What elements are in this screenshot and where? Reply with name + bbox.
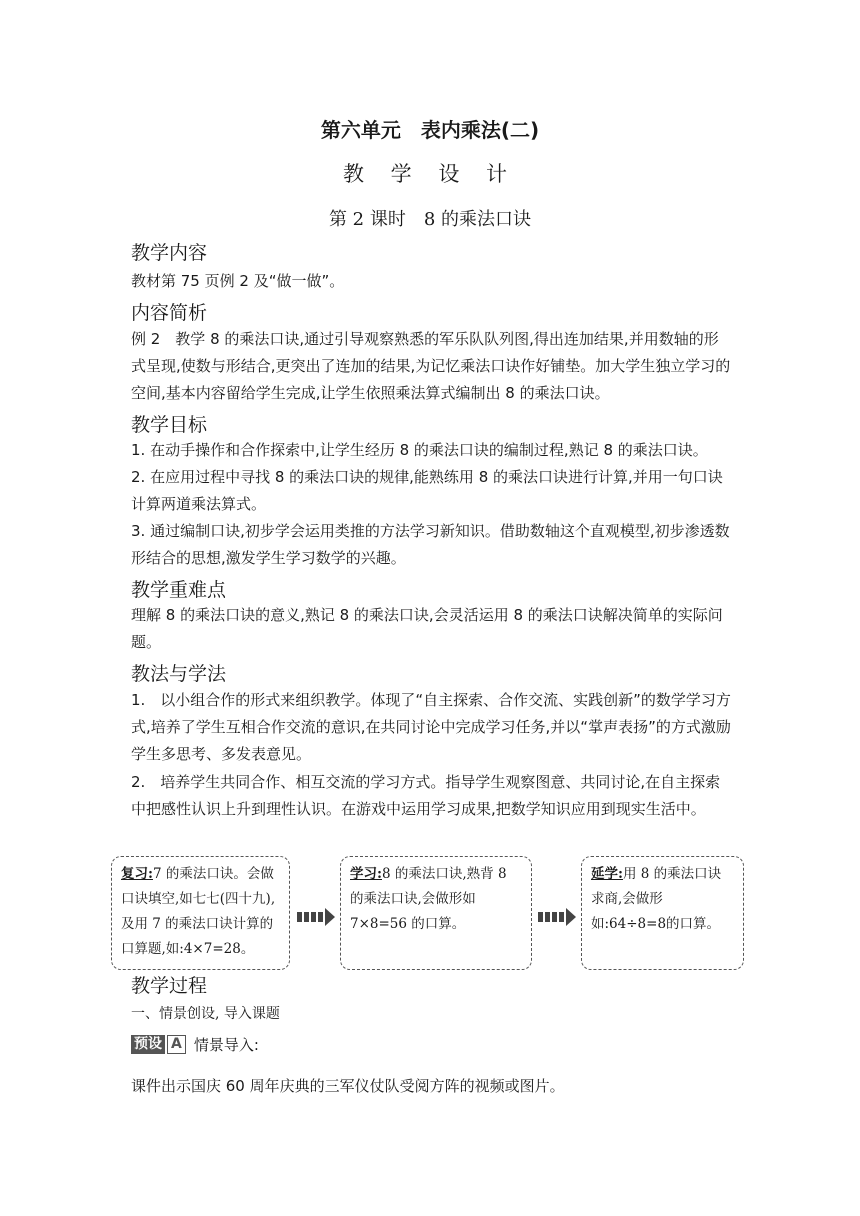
- objective-item-1: 1. 在动手操作和合作探索中,让学生经历 8 的乘法口诀的编制过程,熟记 8 的乘法口诀。: [131, 441, 708, 459]
- flow-box-review: [111, 856, 290, 970]
- section-heading-analysis: 内容简析: [131, 302, 208, 324]
- key-points-text: 理解 8 的乘法口诀的意义,熟记 8 的乘法口诀,会灵活运用 8 的乘法口诀解决简单的实际问题。: [131, 606, 723, 651]
- design-title: 教 学 设 计: [342, 162, 518, 186]
- preset-badge-label: 预设: [131, 1035, 165, 1054]
- method-item-2: 2. 培养学生共同合作、相互交流的学习方式。指导学生观察图意、共同讨论,在自主探索中把感性认识上升到理性认识。在游戏中运用学习成果,把数学知识应用到现实生活中。: [131, 773, 721, 818]
- preset-label: 情景导入:: [193, 1036, 259, 1054]
- flow-box-learn: [340, 856, 532, 970]
- process-subheading: 一、情景创设, 导入课题: [131, 1006, 280, 1022]
- method-item-1: 1. 以小组合作的形式来组织教学。体现了“自主探索、合作交流、实践创新”的数学学习方式,培养了学生互相合作交流的意识,在共同讨论中完成学习任务,并以“掌声表扬”的方式激励学生多思考、多发表意见。: [131, 691, 731, 763]
- arrow-icon: [538, 908, 578, 926]
- content-text: 教材第 75 页例 2 及“做一做”。: [131, 272, 345, 290]
- section-heading-methods: 教法与学法: [131, 663, 227, 685]
- flow-text: 用 8 的乘法口诀求商,会做形如:64÷8=8的口算。: [591, 866, 722, 932]
- section-heading-content: 教学内容: [131, 242, 208, 264]
- objective-item-2: 2. 在应用过程中寻找 8 的乘法口诀的规律,能熟练用 8 的乘法口诀进行计算,并用一句口诀计算两道乘法算式。: [131, 468, 723, 513]
- flow-box-extend: [581, 856, 744, 970]
- unit-title: 第六单元 表内乘法(二): [320, 118, 540, 142]
- flow-tag: 学习:: [350, 866, 382, 882]
- flow-tag: 延学:: [591, 866, 623, 882]
- arrow-icon: [297, 908, 337, 926]
- preset-badge: [131, 1035, 186, 1054]
- process-text: 课件出示国庆 60 周年庆典的三军仪仗队受阅方阵的视频或图片。: [131, 1077, 565, 1095]
- flow-text: 8 的乘法口诀,熟背 8 的乘法口诀,会做形如 7×8=56 的口算。: [350, 866, 507, 932]
- flow-text: 7 的乘法口诀。会做口诀填空,如七七(四十九),及用 7 的乘法口诀计算的口算题,如:4×7=28。: [121, 866, 276, 957]
- preset-line: [131, 1034, 259, 1055]
- flow-tag: 复习:: [121, 866, 153, 882]
- section-heading-objectives: 教学目标: [131, 414, 208, 436]
- objective-item-3: 3. 通过编制口诀,初步学会运用类推的方法学习新知识。借助数轴这个直观模型,初步渗透数形结合的思想,激发学生学习数学的兴趣。: [131, 522, 730, 567]
- preset-badge-letter: A: [167, 1035, 186, 1054]
- lesson-title: 第 2 课时 8 的乘法口诀: [328, 209, 532, 230]
- section-heading-key-points: 教学重难点: [131, 579, 227, 601]
- section-heading-process: 教学过程: [131, 975, 208, 997]
- analysis-text: 例 2 教学 8 的乘法口诀,通过引导观察熟悉的军乐队队列图,得出连加结果,并用数轴的形式呈现,使数与形结合,更突出了连加的结果,为记忆乘法口诀作好铺垫。加大学生独立学习的空间,基本内容留给学生完成,让学生依照乘法算式编制出 8 的乘法口诀。: [131, 330, 731, 402]
